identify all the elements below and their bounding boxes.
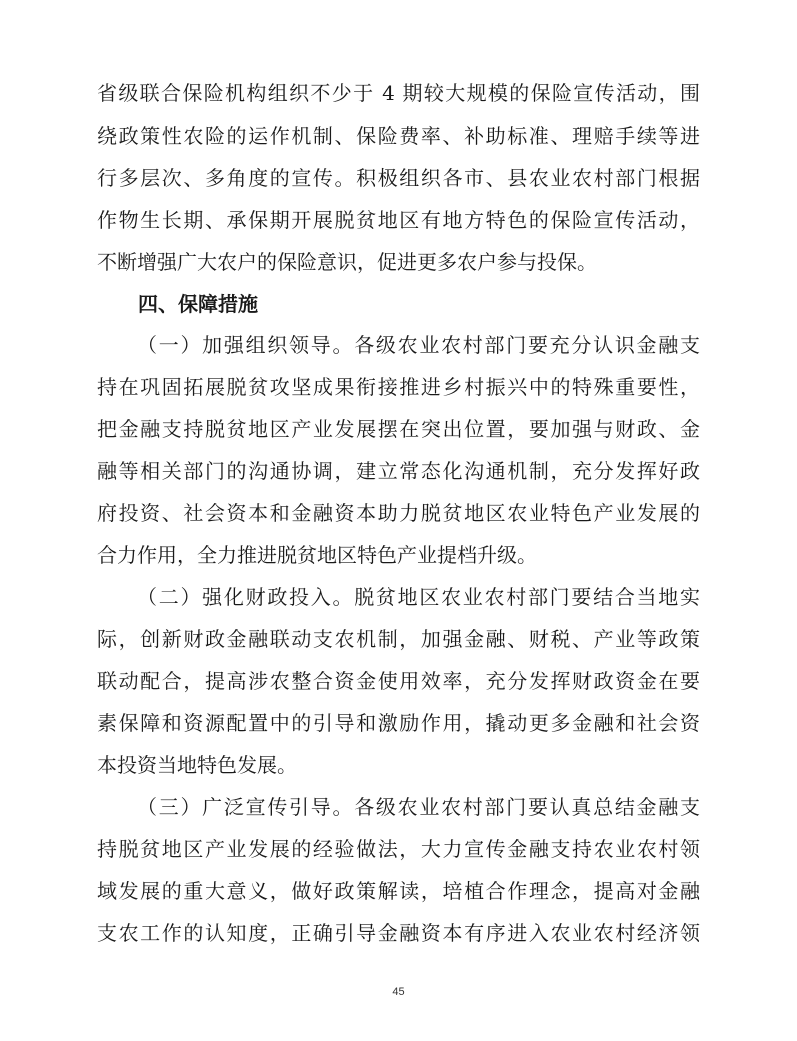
section-heading: 四、保障措施: [138, 292, 258, 316]
para1-line-1: （一）加强组织领导。各级农业农村部门要充分认识金融支: [137, 333, 700, 357]
para3-line-3: 域发展的重大意义，做好政策解读，培植合作理念，提高对金融: [97, 879, 700, 903]
para2-line-1: （二）强化财政投入。脱贫地区农业农村部门要结合当地实: [137, 585, 700, 609]
para1-line-4: 融等相关部门的沟通协调，建立常态化沟通机制，充分发挥好政: [97, 459, 700, 483]
para3-line-1: （三）广泛宣传引导。各级农业农村部门要认真总结金融支: [137, 795, 700, 819]
para2-line-5: 本投资当地特色发展。: [97, 753, 297, 777]
para1-line-6: 合力作用，全力推进脱贫地区特色产业提档升级。: [97, 543, 537, 567]
para1-line-5: 府投资、社会资本和金融资本助力脱贫地区农业特色产业发展的: [97, 501, 700, 525]
para2-line-2: 际，创新财政金融联动支农机制，加强金融、财税、产业等政策: [97, 627, 700, 651]
intro-line-3: 行多层次、多角度的宣传。积极组织各市、县农业农村部门根据: [97, 166, 700, 190]
para1-line-3: 把金融支持脱贫地区产业发展摆在突出位置，要加强与财政、金: [97, 417, 700, 441]
intro-line-4: 作物生长期、承保期开展脱贫地区有地方特色的保险宣传活动，: [97, 208, 700, 232]
para2-line-4: 素保障和资源配置中的引导和激励作用，撬动更多金融和社会资: [97, 711, 700, 735]
intro-line-5: 不断增强广大农户的保险意识，促进更多农户参与投保。: [97, 250, 597, 274]
intro-line-2: 绕政策性农险的运作机制、保险费率、补助标准、理赔手续等进: [97, 124, 700, 148]
para3-line-4: 支农工作的认知度，正确引导金融资本有序进入农业农村经济领: [97, 921, 700, 945]
page-number: 45: [392, 986, 405, 998]
para3-line-2: 持脱贫地区产业发展的经验做法，大力宣传金融支持农业农村领: [97, 837, 700, 861]
para2-line-3: 联动配合，提高涉农整合资金使用效率，充分发挥财政资金在要: [97, 669, 700, 693]
intro-line-1: 省级联合保险机构组织不少于 4 期较大规模的保险宣传活动，围: [97, 81, 700, 105]
para1-line-2: 持在巩固拓展脱贫攻坚成果衔接推进乡村振兴中的特殊重要性，: [97, 375, 700, 399]
